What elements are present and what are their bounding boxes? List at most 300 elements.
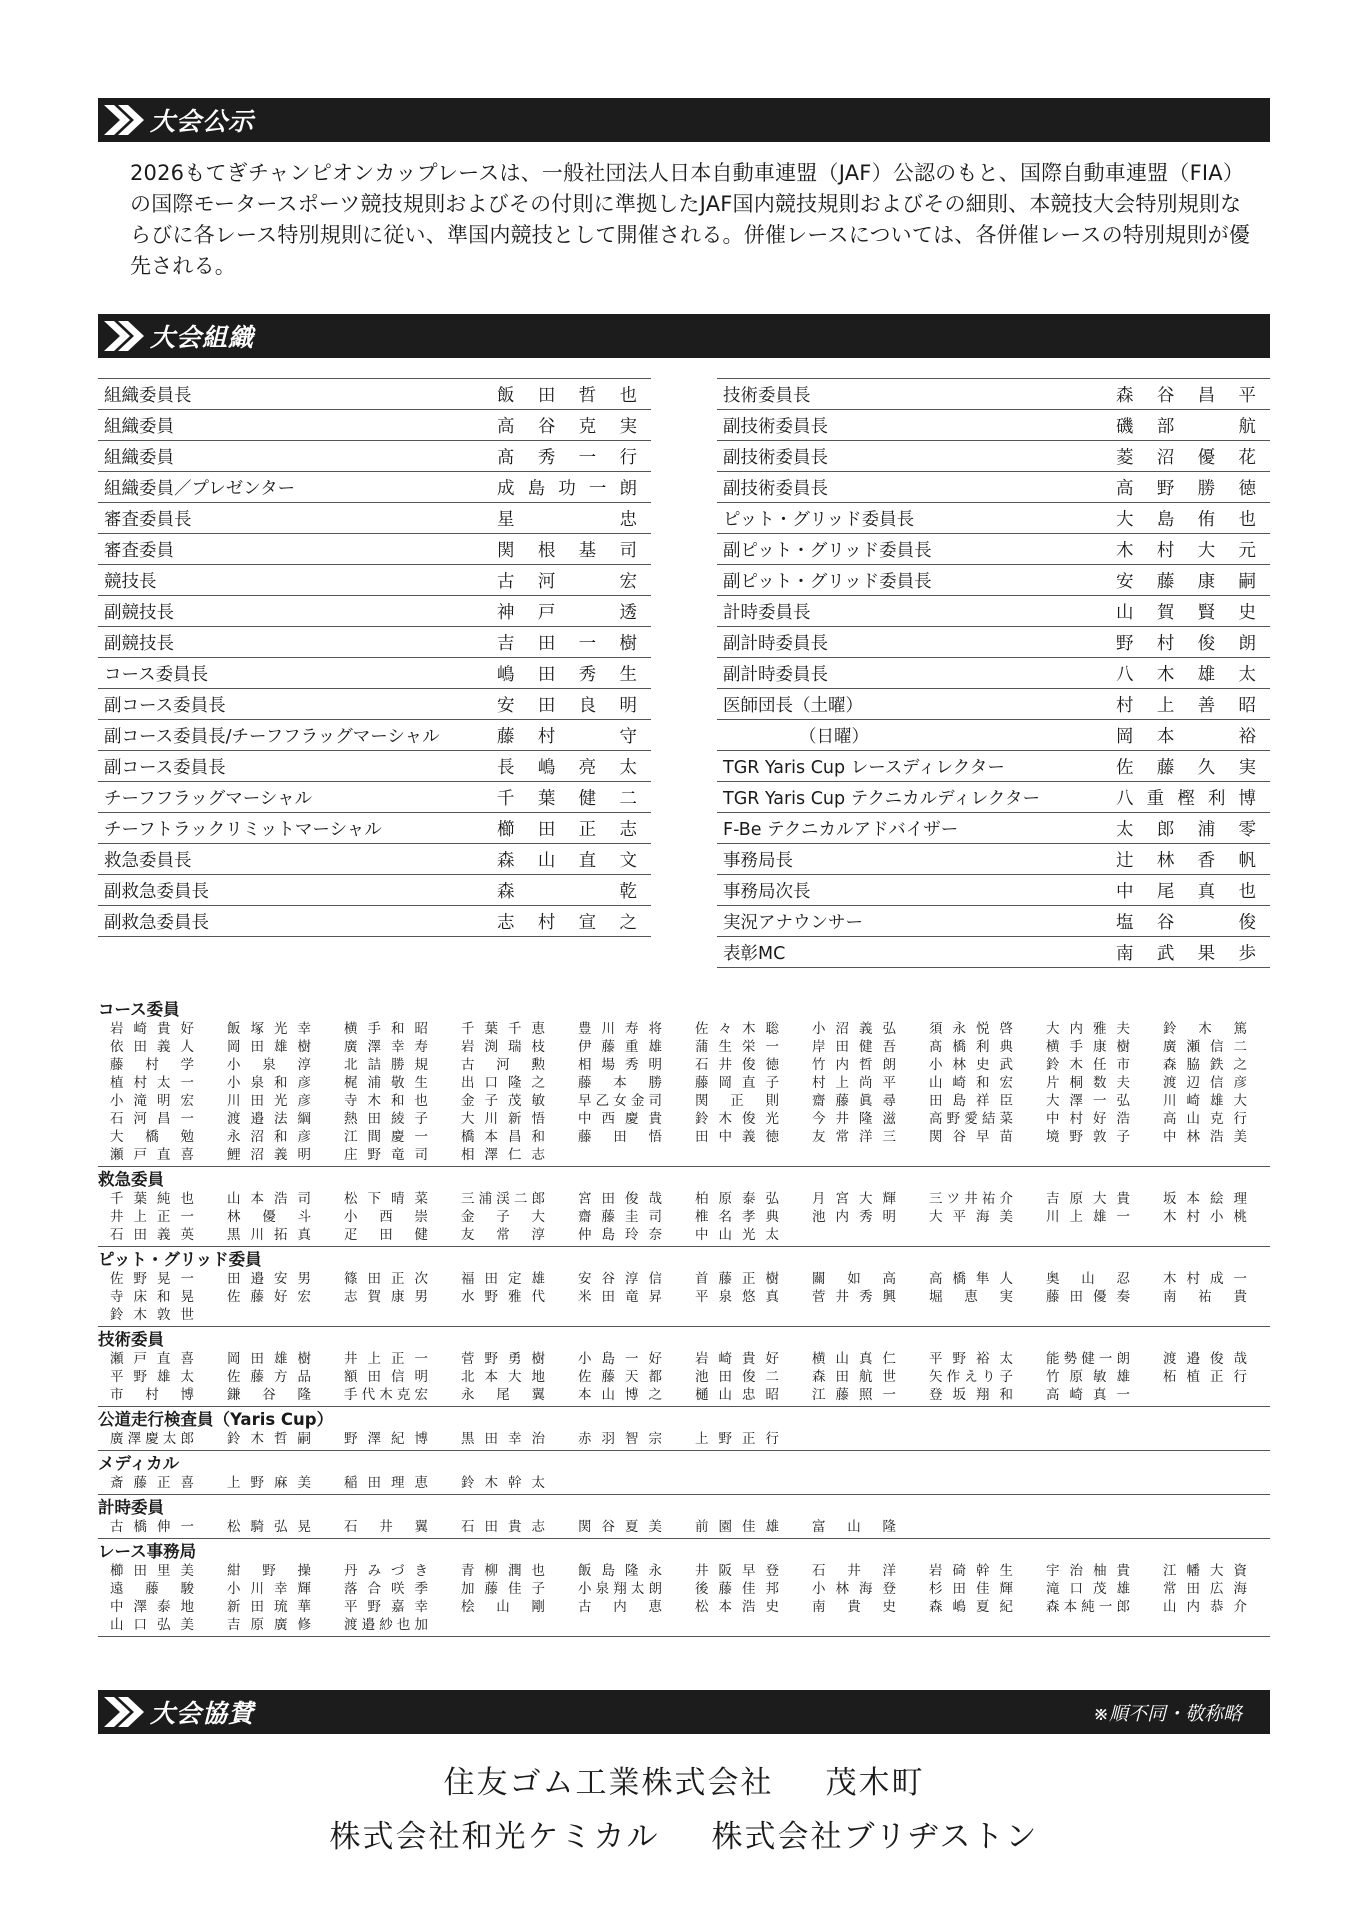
org-role: TGR Yaris Cup テクニカルディレクター bbox=[717, 782, 1110, 813]
staff-group bbox=[98, 1000, 1270, 1167]
org-role: TGR Yaris Cup レースディレクター bbox=[717, 751, 1110, 782]
staff-name: 疋田健 bbox=[344, 1227, 428, 1243]
staff-name-grid bbox=[98, 1518, 1270, 1536]
org-role: 副競技長 bbox=[98, 627, 491, 658]
org-name: 中尾真也 bbox=[1110, 875, 1270, 906]
org-name: 八木雄太 bbox=[1110, 658, 1270, 689]
org-row bbox=[717, 844, 1270, 875]
org-name: 安田良明 bbox=[491, 689, 651, 720]
staff-name: 竹原敏雄 bbox=[1046, 1369, 1130, 1385]
staff-name: 登坂翔和 bbox=[929, 1387, 1013, 1403]
staff-group bbox=[98, 1250, 1270, 1327]
staff-name: 千葉千恵 bbox=[461, 1021, 545, 1037]
staff-name: 藤田悟 bbox=[578, 1129, 662, 1145]
staff-name: 鈴木俊光 bbox=[695, 1111, 779, 1127]
staff-name: 大平海美 bbox=[929, 1209, 1013, 1225]
staff-name: 今井隆滋 bbox=[812, 1111, 896, 1127]
org-row bbox=[717, 410, 1270, 441]
org-row bbox=[717, 534, 1270, 565]
staff-name: 植村太一 bbox=[110, 1075, 194, 1091]
staff-name: 小林海登 bbox=[812, 1581, 896, 1597]
staff-name: 廣瀬信二 bbox=[1163, 1039, 1247, 1055]
staff-name: 小林史武 bbox=[929, 1057, 1013, 1073]
org-name: 森山直文 bbox=[491, 844, 651, 875]
org-name: 成島功一朗 bbox=[491, 472, 651, 503]
staff-group-title: 技術委員 bbox=[98, 1330, 164, 1349]
staff-name: 岡田雄樹 bbox=[227, 1351, 311, 1367]
org-name: 森 乾 bbox=[491, 875, 651, 906]
staff-name: 山内恭介 bbox=[1163, 1599, 1247, 1615]
staff-name: 北詰勝規 bbox=[344, 1057, 428, 1073]
sponsor-row bbox=[98, 1756, 1270, 1810]
staff-name: 友常洋三 bbox=[812, 1129, 896, 1145]
org-role: 副技術委員長 bbox=[717, 472, 1110, 503]
staff-name: 滝口茂雄 bbox=[1046, 1581, 1130, 1597]
staff-name: 三浦渓二郎 bbox=[461, 1191, 545, 1207]
org-name: 櫛田正志 bbox=[491, 813, 651, 844]
staff-name: 石井俊徳 bbox=[695, 1057, 779, 1073]
staff-name: 佐藤方品 bbox=[227, 1369, 311, 1385]
staff-group bbox=[98, 1170, 1270, 1247]
staff-name: 小川幸輝 bbox=[227, 1581, 311, 1597]
staff-name: 石井洋 bbox=[812, 1563, 896, 1579]
staff-name: 三ツ井祐介 bbox=[929, 1191, 1013, 1207]
org-name: 嶋田秀生 bbox=[491, 658, 651, 689]
staff-name: 岡田雄樹 bbox=[227, 1039, 311, 1055]
staff-group-title: メディカル bbox=[98, 1454, 180, 1473]
org-name: 太郎浦零 bbox=[1110, 813, 1270, 844]
staff-name: 藤本勝 bbox=[578, 1075, 662, 1091]
staff-group bbox=[98, 1454, 1270, 1495]
staff-name: 野澤紀博 bbox=[344, 1431, 428, 1447]
org-role: 副技術委員長 bbox=[717, 410, 1110, 441]
staff-name: 永沼和彦 bbox=[227, 1129, 311, 1145]
staff-name-grid bbox=[98, 1474, 1270, 1492]
organization-table-left bbox=[98, 378, 651, 937]
org-row bbox=[98, 565, 651, 596]
org-role: 組織委員 bbox=[98, 410, 491, 441]
staff-name: 早乙女金司 bbox=[578, 1093, 662, 1109]
double-chevron-right-icon bbox=[100, 319, 144, 353]
staff-name: 金子茂敏 bbox=[461, 1093, 545, 1109]
staff-name: 関正則 bbox=[695, 1093, 779, 1109]
org-role: 副コース委員長 bbox=[98, 689, 491, 720]
org-row bbox=[717, 503, 1270, 534]
staff-name: 渡邉法綱 bbox=[227, 1111, 311, 1127]
staff-name: 森田航世 bbox=[812, 1369, 896, 1385]
org-row bbox=[98, 658, 651, 689]
org-role: 副ピット・グリッド委員長 bbox=[717, 534, 1110, 565]
staff-group-title: 公道走行検査員（Yaris Cup） bbox=[98, 1410, 334, 1429]
staff-name: 山崎和宏 bbox=[929, 1075, 1013, 1091]
staff-name: 寺床和晃 bbox=[110, 1289, 194, 1305]
staff-name: 田中義徳 bbox=[695, 1129, 779, 1145]
staff-name: 森嶋夏紀 bbox=[929, 1599, 1013, 1615]
org-row bbox=[717, 906, 1270, 937]
org-name: 安藤康嗣 bbox=[1110, 565, 1270, 596]
staff-name: 岩渕瑞枝 bbox=[461, 1039, 545, 1055]
sponsor-list bbox=[98, 1756, 1270, 1864]
org-role: 組織委員／プレゼンター bbox=[98, 472, 491, 503]
org-name: 長嶋亮太 bbox=[491, 751, 651, 782]
staff-name: 田島祥臣 bbox=[929, 1093, 1013, 1109]
staff-name: 福田定雄 bbox=[461, 1271, 545, 1287]
staff-name: 大内雅夫 bbox=[1046, 1021, 1130, 1037]
staff-name: 小西崇 bbox=[344, 1209, 428, 1225]
staff-name: 宇治柚貴 bbox=[1046, 1563, 1130, 1579]
staff-name: 篠田正次 bbox=[344, 1271, 428, 1287]
staff-name: 熱田綾子 bbox=[344, 1111, 428, 1127]
org-name: 塩谷 俊 bbox=[1110, 906, 1270, 937]
staff-name: 平野嘉幸 bbox=[344, 1599, 428, 1615]
staff-name: 森脇鉄之 bbox=[1163, 1057, 1247, 1073]
staff-name: 南貴史 bbox=[812, 1599, 896, 1615]
staff-name: 鈴木幹太 bbox=[461, 1475, 545, 1491]
org-role: 組織委員長 bbox=[98, 379, 491, 410]
org-role: チーフフラッグマーシャル bbox=[98, 782, 491, 813]
section-bar-sponsor bbox=[98, 1690, 1270, 1734]
staff-name: 菅野勇樹 bbox=[461, 1351, 545, 1367]
staff-name: 月宮大輝 bbox=[812, 1191, 896, 1207]
staff-name: 藤岡直子 bbox=[695, 1075, 779, 1091]
staff-name: 古内恵 bbox=[578, 1599, 662, 1615]
org-role: 審査委員 bbox=[98, 534, 491, 565]
section-title: 大会協賛 bbox=[150, 1699, 255, 1728]
staff-name: 鈴木篤 bbox=[1163, 1021, 1247, 1037]
staff-name-grid bbox=[98, 1270, 1270, 1324]
staff-name: 渡辺信彦 bbox=[1163, 1075, 1247, 1091]
staff-name: 井上正一 bbox=[110, 1209, 194, 1225]
org-name: 佐藤久実 bbox=[1110, 751, 1270, 782]
staff-name: 中村好浩 bbox=[1046, 1111, 1130, 1127]
org-name: 星 忠 bbox=[491, 503, 651, 534]
staff-name: 千葉純也 bbox=[110, 1191, 194, 1207]
org-name: 菱沼優花 bbox=[1110, 441, 1270, 472]
staff-name: 梶浦敬生 bbox=[344, 1075, 428, 1091]
staff-name: 須永悦啓 bbox=[929, 1021, 1013, 1037]
double-chevron-right-icon bbox=[100, 1695, 144, 1729]
org-name: 辻林香帆 bbox=[1110, 844, 1270, 875]
staff-name: 黒田幸治 bbox=[461, 1431, 545, 1447]
sponsor-row bbox=[98, 1810, 1270, 1864]
staff-name: 友常淳 bbox=[461, 1227, 545, 1243]
staff-name: 蒲生栄一 bbox=[695, 1039, 779, 1055]
org-row bbox=[717, 441, 1270, 472]
staff-name: 寺木和也 bbox=[344, 1093, 428, 1109]
staff-group bbox=[98, 1498, 1270, 1539]
org-name: 村上善昭 bbox=[1110, 689, 1270, 720]
staff-name: 遠藤駿 bbox=[110, 1581, 194, 1597]
staff-name: 杉田佳輝 bbox=[929, 1581, 1013, 1597]
org-name: 木村大元 bbox=[1110, 534, 1270, 565]
org-row bbox=[717, 379, 1270, 410]
staff-name: 岩碕幹生 bbox=[929, 1563, 1013, 1579]
staff-name: 庄野竜司 bbox=[344, 1147, 428, 1163]
staff-name: 高野愛結菜 bbox=[929, 1111, 1013, 1127]
staff-group-title: 計時委員 bbox=[98, 1498, 164, 1517]
org-row bbox=[98, 720, 651, 751]
org-role: 救急委員長 bbox=[98, 844, 491, 875]
staff-name: 永尾翼 bbox=[461, 1387, 545, 1403]
staff-name: 藤田優奏 bbox=[1046, 1289, 1130, 1305]
staff-group bbox=[98, 1410, 1270, 1451]
staff-name: 斎藤正喜 bbox=[110, 1475, 194, 1491]
staff-name: 小泉翔太朗 bbox=[578, 1581, 662, 1597]
staff-name-grid bbox=[98, 1190, 1270, 1244]
staff-name: 横手和昭 bbox=[344, 1021, 428, 1037]
staff-name: 櫛田里美 bbox=[110, 1563, 194, 1579]
org-name: 関根基司 bbox=[491, 534, 651, 565]
staff-name: 丹みづき bbox=[344, 1563, 428, 1579]
sponsor-name: 住友ゴム工業株式会社 bbox=[443, 1765, 774, 1801]
org-role: 審査委員長 bbox=[98, 503, 491, 534]
org-name: 髙秀一行 bbox=[491, 441, 651, 472]
staff-name: 中林浩美 bbox=[1163, 1129, 1247, 1145]
staff-name: 飯塚光幸 bbox=[227, 1021, 311, 1037]
staff-group bbox=[98, 1542, 1270, 1637]
staff-name: 桧山剛 bbox=[461, 1599, 545, 1615]
staff-name: 鈴木哲嗣 bbox=[227, 1431, 311, 1447]
staff-name: 川田光彦 bbox=[227, 1093, 311, 1109]
org-name: 神戸 透 bbox=[491, 596, 651, 627]
sponsor-name: 株式会社和光ケミカル bbox=[329, 1819, 660, 1855]
staff-name: 關如高 bbox=[812, 1271, 896, 1287]
staff-name: 紺野操 bbox=[227, 1563, 311, 1579]
org-name: 古河 宏 bbox=[491, 565, 651, 596]
staff-name: 古橋伸一 bbox=[110, 1519, 194, 1535]
announcement-text: 2026もてぎチャンピオンカップレースは、一般社団法人日本自動車連盟（JAF）公認のもと、国際自動車連盟（FIA）の国際モータースポーツ競技規則およびその付則に準拠したJAF国内競技規則およびその細則、本競技大会特別規則ならびに各レース特別規則に従い、準国内競技として開催される。併催レースについては、各併催レースの特別規則が優先される。 bbox=[130, 161, 1251, 278]
staff-name: 鈴木任市 bbox=[1046, 1057, 1130, 1073]
staff-name: 齋藤眞尋 bbox=[812, 1093, 896, 1109]
staff-name: 大川新悟 bbox=[461, 1111, 545, 1127]
staff-name: 伊藤重雄 bbox=[578, 1039, 662, 1055]
staff-name: 中西慶貴 bbox=[578, 1111, 662, 1127]
staff-name: 佐々木聡 bbox=[695, 1021, 779, 1037]
staff-name: 江間慶一 bbox=[344, 1129, 428, 1145]
order-note: ※順不同・敬称略 bbox=[1093, 1702, 1242, 1725]
org-row bbox=[98, 813, 651, 844]
org-row bbox=[98, 751, 651, 782]
staff-name: 橋本昌和 bbox=[461, 1129, 545, 1145]
staff-name: 鎌谷隆 bbox=[227, 1387, 311, 1403]
staff-name: 吉原大貴 bbox=[1046, 1191, 1130, 1207]
org-name: 志村宣之 bbox=[491, 906, 651, 937]
org-row bbox=[98, 503, 651, 534]
org-row bbox=[717, 472, 1270, 503]
org-row bbox=[98, 472, 651, 503]
staff-name: 椎名孝典 bbox=[695, 1209, 779, 1225]
staff-group-title: ピット・グリッド委員 bbox=[98, 1250, 262, 1269]
org-role: 計時委員長 bbox=[717, 596, 1110, 627]
staff-name: 稲田理恵 bbox=[344, 1475, 428, 1491]
staff-name: 前園佳雄 bbox=[695, 1519, 779, 1535]
staff-name: 矢作えり子 bbox=[929, 1369, 1013, 1385]
staff-name: 相場秀明 bbox=[578, 1057, 662, 1073]
staff-name: 平野裕太 bbox=[929, 1351, 1013, 1367]
org-role: 副コース委員長/チーフフラッグマーシャル bbox=[98, 720, 491, 751]
staff-name: 森本純一郎 bbox=[1046, 1599, 1130, 1615]
staff-name: 岸田健吾 bbox=[812, 1039, 896, 1055]
staff-name: 米田竜昇 bbox=[578, 1289, 662, 1305]
staff-name: 井阪早登 bbox=[695, 1563, 779, 1579]
staff-name: 江幡大資 bbox=[1163, 1563, 1247, 1579]
org-row bbox=[717, 720, 1270, 751]
staff-name: 豊川寿将 bbox=[578, 1021, 662, 1037]
org-row bbox=[98, 782, 651, 813]
staff-name: 上野正行 bbox=[695, 1431, 779, 1447]
staff-name: 堀恵実 bbox=[929, 1289, 1013, 1305]
staff-name: 額田信明 bbox=[344, 1369, 428, 1385]
org-role: 事務局次長 bbox=[717, 875, 1110, 906]
staff-name: 鈴木敦世 bbox=[110, 1307, 194, 1323]
org-role: ピット・グリッド委員長 bbox=[717, 503, 1110, 534]
org-role: コース委員長 bbox=[98, 658, 491, 689]
staff-name: 瀬戸直喜 bbox=[110, 1351, 194, 1367]
staff-group-title: コース委員 bbox=[98, 1000, 180, 1019]
staff-name: 片桐数夫 bbox=[1046, 1075, 1130, 1091]
staff-name-grid bbox=[98, 1350, 1270, 1404]
org-role: 副競技長 bbox=[98, 596, 491, 627]
org-row bbox=[98, 379, 651, 410]
staff-name: 関谷夏美 bbox=[578, 1519, 662, 1535]
staff-name: 古河勲 bbox=[461, 1057, 545, 1073]
org-name: 高谷克実 bbox=[491, 410, 651, 441]
org-name: 南武果歩 bbox=[1110, 937, 1270, 968]
sponsor-name: 茂木町 bbox=[825, 1765, 925, 1801]
staff-name: 岩崎貴好 bbox=[110, 1021, 194, 1037]
org-row bbox=[717, 596, 1270, 627]
staff-name: 中澤泰地 bbox=[110, 1599, 194, 1615]
staff-name: 佐藤好宏 bbox=[227, 1289, 311, 1305]
org-row bbox=[98, 689, 651, 720]
org-row bbox=[98, 534, 651, 565]
org-row bbox=[98, 844, 651, 875]
staff-name: 飯島隆永 bbox=[578, 1563, 662, 1579]
org-row bbox=[98, 906, 651, 937]
staff-name: 高崎真一 bbox=[1046, 1387, 1130, 1403]
org-role: 副計時委員長 bbox=[717, 658, 1110, 689]
staff-name: 齋藤圭司 bbox=[578, 1209, 662, 1225]
org-role: F-Be テクニカルアドバイザー bbox=[717, 813, 1110, 844]
staff-name: 宮田俊哉 bbox=[578, 1191, 662, 1207]
org-row bbox=[717, 751, 1270, 782]
org-name: 野村俊朗 bbox=[1110, 627, 1270, 658]
staff-name: 小島一好 bbox=[578, 1351, 662, 1367]
staff-name: 廣澤慶太郎 bbox=[110, 1431, 194, 1447]
org-role: 副計時委員長 bbox=[717, 627, 1110, 658]
org-row bbox=[717, 875, 1270, 906]
org-row bbox=[98, 596, 651, 627]
org-name: 八重樫利博 bbox=[1110, 782, 1270, 813]
org-row bbox=[717, 813, 1270, 844]
staff-name: 平野雄太 bbox=[110, 1369, 194, 1385]
org-row bbox=[717, 658, 1270, 689]
staff-name: 黒川拓真 bbox=[227, 1227, 311, 1243]
org-name: 大島侑也 bbox=[1110, 503, 1270, 534]
org-name: 千葉健二 bbox=[491, 782, 651, 813]
staff-name-grid bbox=[98, 1020, 1270, 1164]
org-row bbox=[98, 410, 651, 441]
org-row bbox=[717, 937, 1270, 968]
org-name: 山賀賢史 bbox=[1110, 596, 1270, 627]
sponsor-name: 株式会社ブリヂストン bbox=[711, 1819, 1039, 1855]
org-role: 副救急委員長 bbox=[98, 906, 491, 937]
staff-name: 手代木克宏 bbox=[344, 1387, 428, 1403]
org-row bbox=[717, 565, 1270, 596]
staff-name: 渡邉俊哉 bbox=[1163, 1351, 1247, 1367]
staff-name: 小沼義弘 bbox=[812, 1021, 896, 1037]
staff-name: 田邉安男 bbox=[227, 1271, 311, 1287]
staff-name: 柏原泰弘 bbox=[695, 1191, 779, 1207]
staff-name: 村上尚平 bbox=[812, 1075, 896, 1091]
org-role: 副技術委員長 bbox=[717, 441, 1110, 472]
staff-name: 廣澤幸寿 bbox=[344, 1039, 428, 1055]
staff-name: 川上雄一 bbox=[1046, 1209, 1130, 1225]
staff-name: 池田俊二 bbox=[695, 1369, 779, 1385]
org-role: チーフトラックリミットマーシャル bbox=[98, 813, 491, 844]
staff-name: 市村博 bbox=[110, 1387, 194, 1403]
org-name: 吉田一樹 bbox=[491, 627, 651, 658]
staff-name: 菅井秀興 bbox=[812, 1289, 896, 1305]
staff-name: 安谷淳信 bbox=[578, 1271, 662, 1287]
staff-name: 山本浩司 bbox=[227, 1191, 311, 1207]
staff-name: 本山博之 bbox=[578, 1387, 662, 1403]
staff-name: 平泉悠真 bbox=[695, 1289, 779, 1305]
staff-name: 髙橋利典 bbox=[929, 1039, 1013, 1055]
staff-name: 石井翼 bbox=[344, 1519, 428, 1535]
staff-name: 岩崎貴好 bbox=[695, 1351, 779, 1367]
staff-name: 北本大地 bbox=[461, 1369, 545, 1385]
staff-name: 佐藤天都 bbox=[578, 1369, 662, 1385]
staff-group-title: 救急委員 bbox=[98, 1170, 164, 1189]
staff-name: 志賀康男 bbox=[344, 1289, 428, 1305]
staff-name: 金子大 bbox=[461, 1209, 545, 1225]
staff-name: 川崎雄大 bbox=[1163, 1093, 1247, 1109]
staff-name: 関谷早苗 bbox=[929, 1129, 1013, 1145]
staff-name: 相澤仁志 bbox=[461, 1147, 545, 1163]
staff-name: 南祐貴 bbox=[1163, 1289, 1247, 1305]
staff-name: 青柳潤也 bbox=[461, 1563, 545, 1579]
staff-name: 奥山忍 bbox=[1046, 1271, 1130, 1287]
staff-name-grid bbox=[98, 1430, 1270, 1448]
staff-name: 大澤一弘 bbox=[1046, 1093, 1130, 1109]
org-role: 副救急委員長 bbox=[98, 875, 491, 906]
staff-name: 樋山忠昭 bbox=[695, 1387, 779, 1403]
staff-name: 首藤正樹 bbox=[695, 1271, 779, 1287]
staff-name: 常田広海 bbox=[1163, 1581, 1247, 1597]
org-name: 岡本 裕 bbox=[1110, 720, 1270, 751]
org-name: 高野勝徳 bbox=[1110, 472, 1270, 503]
org-role: 医師団長（土曜） bbox=[717, 689, 1110, 720]
staff-name: 小滝明宏 bbox=[110, 1093, 194, 1109]
org-role: 副ピット・グリッド委員長 bbox=[717, 565, 1110, 596]
org-row bbox=[98, 875, 651, 906]
staff-name: 藤村学 bbox=[110, 1057, 194, 1073]
staff-name: 横山真仁 bbox=[812, 1351, 896, 1367]
org-row bbox=[717, 689, 1270, 720]
staff-name: 水野雅代 bbox=[461, 1289, 545, 1305]
staff-name: 新田琉華 bbox=[227, 1599, 311, 1615]
staff-name: 山口弘美 bbox=[110, 1617, 194, 1633]
staff-group-title: レース事務局 bbox=[98, 1542, 197, 1561]
staff-name: 松下晴菜 bbox=[344, 1191, 428, 1207]
staff-name: 依田義人 bbox=[110, 1039, 194, 1055]
section-bar-organization bbox=[98, 314, 1270, 358]
organization-table-right bbox=[717, 378, 1270, 968]
staff-name: 高山克行 bbox=[1163, 1111, 1247, 1127]
staff-name: 佐野晃一 bbox=[110, 1271, 194, 1287]
org-row bbox=[717, 782, 1270, 813]
